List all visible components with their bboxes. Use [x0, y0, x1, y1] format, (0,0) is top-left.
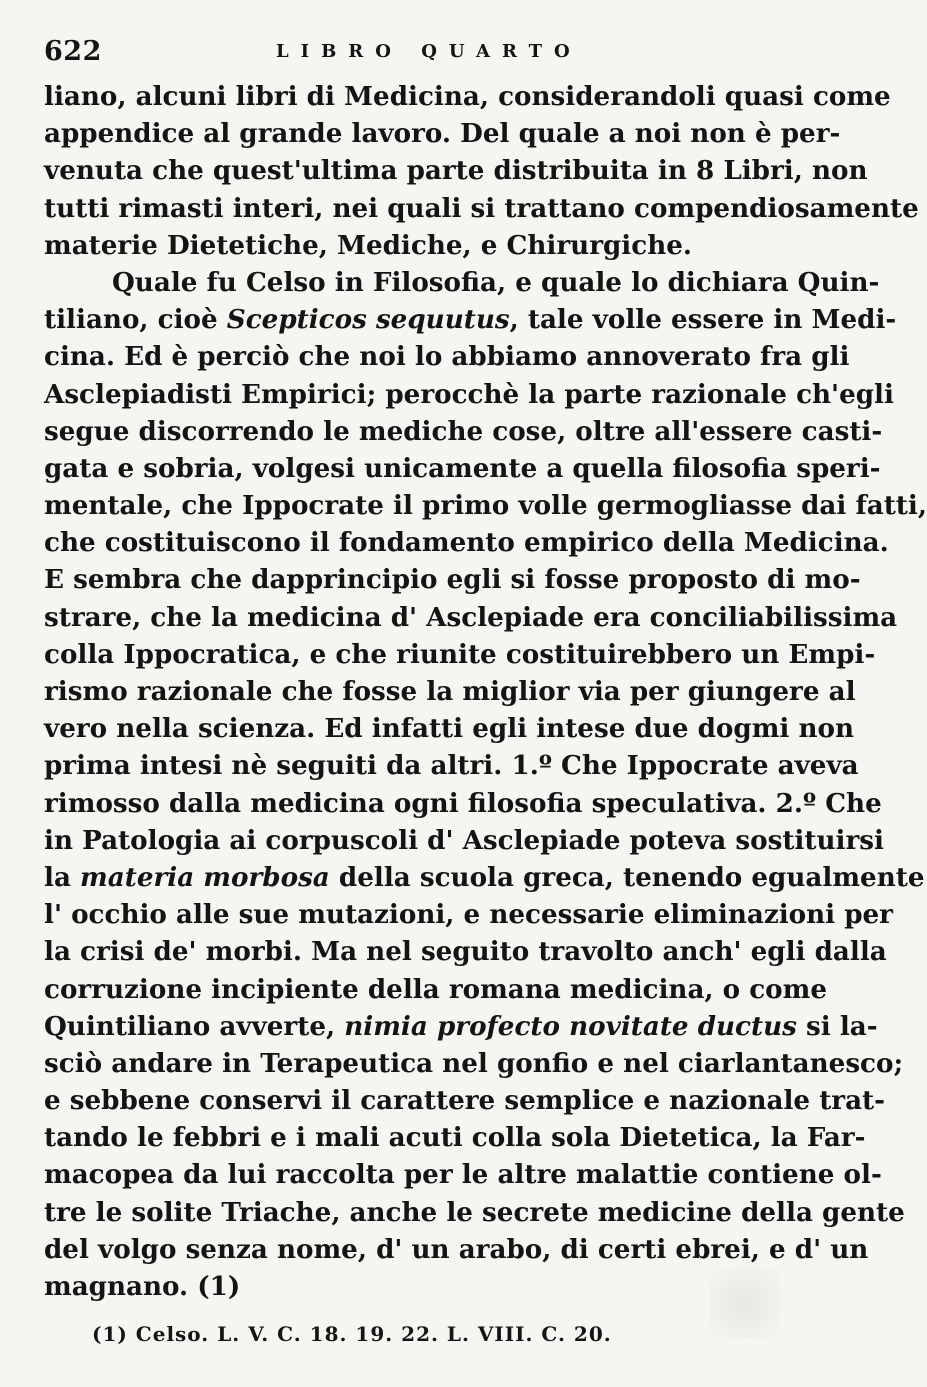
text-line [44, 487, 927, 524]
text-line [44, 264, 880, 301]
text-line [44, 859, 925, 896]
text-segment: Quale fu Celso in Filosofia, e quale lo dichiara Quin- [112, 266, 880, 298]
text-segment: Quintiliano avverte, [44, 1010, 345, 1042]
text-line [44, 747, 859, 784]
text-segment: della scuola greca, tenendo egualmente [329, 861, 925, 893]
text-line [44, 636, 876, 673]
paper-smudge [710, 1268, 780, 1338]
page-header [44, 36, 756, 70]
text-segment: la crisi de' morbi. Ma nel seguito travolto anch' egli dalla [44, 936, 887, 968]
text-line [44, 1045, 904, 1082]
text-line [44, 822, 884, 859]
text-line [44, 376, 894, 413]
text-segment: materie Dietetiche, Mediche, e Chirurgiche. [44, 229, 693, 261]
text-segment: che costituiscono il fondamento empirico della Medicina. [44, 527, 889, 559]
text-segment: vero nella scienza. Ed infatti egli intese due dogmi non [44, 713, 855, 745]
text-line [44, 1156, 882, 1193]
text-segment: venuta che quest'ultima parte distribuita in 8 Libri, non [44, 155, 868, 187]
text-segment: rismo razionale che fosse la miglior via per giungere al [44, 676, 856, 707]
italic-phrase: Scepticos sequutus [226, 304, 510, 336]
text-line [44, 673, 856, 710]
text-line [44, 190, 919, 227]
italic-phrase: materia morbosa [80, 861, 330, 893]
text-segment: la [44, 861, 81, 893]
text-segment: magnano. (1) [44, 1271, 241, 1302]
text-segment: rimosso dalla medicina ogni filosofia speculativa. 2.º Che [44, 787, 882, 819]
text-segment: macopea da lui raccolta per le altre malattie contiene ol- [44, 1159, 882, 1191]
text-segment: e sebbene conservi il carattere semplice e nazionale trat- [44, 1085, 886, 1117]
text-line [44, 1008, 878, 1045]
text-segment: tando le febbri e i mali acuti colla sola Dietetica, la Far- [44, 1122, 866, 1154]
running-title: LIBRO QUARTO [276, 41, 582, 62]
text-segment: tiliano, cioè [44, 304, 227, 336]
text-line [44, 785, 882, 822]
text-segment: prima intesi nè seguiti da altri. 1.º Che Ippocrate aveva [44, 750, 859, 782]
text-line [44, 152, 868, 189]
text-segment: colla Ippocratica, e che riunite costituirebbero un Empi- [44, 638, 876, 670]
text-segment: tutti rimasti interi, nei quali si trattano compendiosamente [44, 192, 919, 224]
text-segment: strare, che la medicina d' Asclepiade era conciliabilissima [44, 601, 898, 633]
text-segment: cina. Ed è perciò che noi lo abbiamo annoverato fra gli [44, 341, 850, 373]
text-line [44, 338, 850, 375]
text-line [44, 710, 855, 747]
italic-phrase: nimia profecto novitate ductus [344, 1010, 797, 1042]
text-segment: liano, alcuni libri di Medicina, considerandoli quasi come [44, 81, 891, 112]
page-number: 622 [44, 36, 102, 67]
text-line [44, 561, 861, 598]
text-line [44, 971, 828, 1008]
body-text [44, 78, 927, 1305]
text-line [44, 599, 898, 636]
text-line [44, 78, 891, 115]
text-segment: del volgo senza nome, d' un arabo, di certi ebrei, e d' un [44, 1233, 869, 1265]
text-line [44, 1268, 756, 1305]
text-line [44, 1231, 869, 1268]
text-line [44, 413, 883, 450]
text-segment: in Patologia ai corpuscoli d' Asclepiade poteva sostituirsi [44, 824, 884, 856]
text-segment: l' occhio alle sue mutazioni, e necessarie eliminazioni per [44, 899, 893, 931]
text-line [44, 1194, 905, 1231]
text-segment: appendice al grande lavoro. Del quale a noi non è per- [44, 118, 841, 150]
text-line [44, 1119, 866, 1156]
footnote: (1) Celso. L. V. C. 18. 19. 22. L. VIII. C. 20. [92, 1322, 612, 1346]
text-segment: mentale, che Ippocrate il primo volle germogliasse dai fatti, [44, 490, 927, 522]
text-segment: si la- [796, 1010, 878, 1042]
text-line [44, 1082, 886, 1119]
text-segment: Asclepiadisti Empirici; perocchè la parte razionale ch'egli [44, 378, 894, 410]
text-line [44, 450, 881, 487]
text-segment: E sembra che dapprincipio egli si fosse proposto di mo- [44, 564, 861, 596]
text-line [44, 896, 893, 933]
text-segment: , tale volle essere in Medi- [509, 304, 897, 336]
text-line [44, 301, 897, 338]
text-segment: corruzione incipiente della romana medicina, o come [44, 973, 828, 1005]
text-line [44, 115, 841, 152]
text-segment: segue discorrendo le mediche cose, oltre all'essere casti- [44, 415, 883, 447]
text-segment: tre le solite Triache, anche le secrete medicine della gente [44, 1196, 905, 1228]
text-segment: gata e sobria, volgesi unicamente a quella filosofia speri- [44, 452, 881, 484]
text-line [44, 227, 756, 264]
text-line [44, 933, 887, 970]
text-line [44, 524, 889, 561]
text-segment: sciò andare in Terapeutica nel gonfio e nel ciarlantanesco; [44, 1047, 904, 1079]
